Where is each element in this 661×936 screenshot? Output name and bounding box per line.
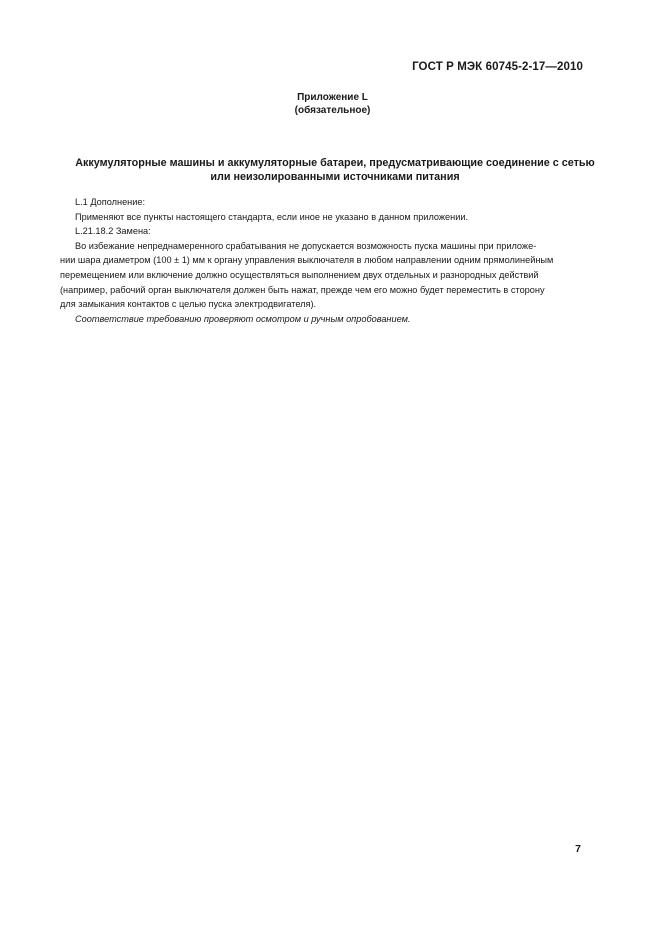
annex-title-line-1: Аккумуляторные машины и аккумуляторные батареи, предусматривающие соединение с сетью: [75, 157, 595, 169]
paragraph-replacement-line-1: Во избежание непреднамеренного срабатывания не допускается возможность пуска машины при приложе-: [75, 240, 537, 251]
annex-label: Приложение L: [297, 92, 368, 103]
annex-title: [40, 156, 630, 184]
paragraph-replacement-line-2: нии шара диаметром (100 ± 1) мм к органу управления выключателя в любом направлении одним прямолинейным: [60, 255, 554, 266]
paragraph-replacement-line-3: перемещением или включение должно осуществляться выполнением двух отдельных и разнородных действий: [60, 269, 539, 280]
document-code: ГОСТ Р МЭК 60745-2-17—2010: [412, 61, 583, 73]
annex-title-line-2: или неизолированными источниками питания: [210, 171, 460, 183]
annex-heading: [0, 91, 661, 117]
clause-l1: L.1 Дополнение:: [75, 197, 146, 207]
paragraph-apply: Применяют все пункты настоящего стандарта, если иное не указано в данном приложении.: [75, 211, 469, 222]
paragraph-replacement-line-4: (например, рабочий орган выключателя должен быть нажат, прежде чем его можно будет переместить в сторону: [60, 284, 545, 295]
annex-status: (обязательное): [294, 105, 371, 116]
page-number: 7: [575, 843, 581, 855]
paragraph-compliance: Соответствие требованию проверяют осмотром и ручным опробованием.: [75, 313, 411, 324]
clause-l21-18-2: L.21.18.2 Замена:: [75, 226, 151, 237]
paragraph-replacement-line-5: для замыкания контактов с целью пуска электродвигателя).: [60, 299, 317, 310]
body-text: [60, 195, 585, 326]
